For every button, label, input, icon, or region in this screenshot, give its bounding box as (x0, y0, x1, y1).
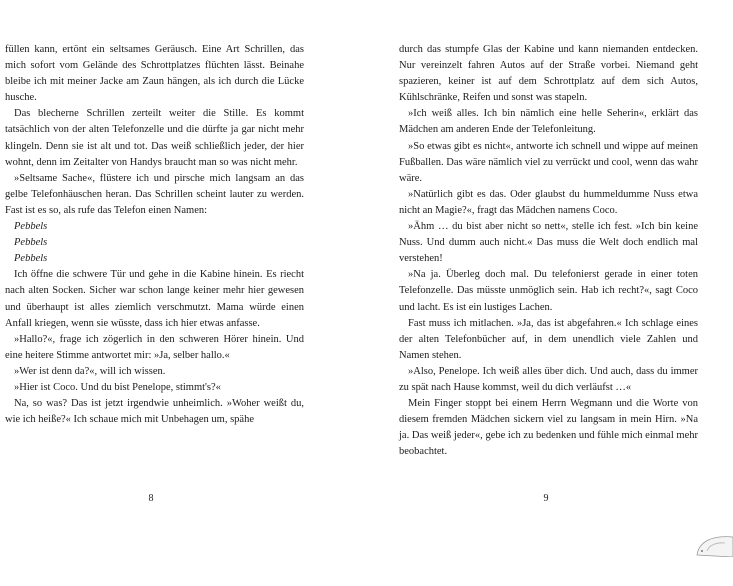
paragraph: füllen kann, ertönt ein seltsames Geräusch. Eine Art Schrillen, das mich sofort vom Gelände des Schrottplatzes flüchten lässt. Beinahe bleibe ich mit meiner Jacke am Zaun hängen, als ich durch die Lücke husche. (5, 44, 304, 104)
paragraph: »Na ja. Überleg doch mal. Du telefonierst gerade in einer toten Telefonzelle. Das müsste unmöglich sein. Hab ich recht?«, sagt Coco und lacht. Es ist ein lustiges Lachen. (399, 269, 698, 313)
paragraph: »Also, Penelope. Ich weiß alles über dich. Und auch, dass du immer zu spät nach Hause kommst, weil du dich verläufst …« (399, 365, 698, 393)
page-number-left: 8 (148, 493, 154, 504)
paragraph: »Hier ist Coco. Und du bist Penelope, stimmt's?« (14, 381, 221, 393)
verse-line: Pebbels (14, 221, 48, 233)
paragraph: Fast muss ich mitlachen. »Ja, das ist abgefahren.« Ich schlage eines der alten Telefonbücher auf, in dem unendlich viele Zahlen und Namen stehen. (399, 317, 698, 361)
page-curl-icon[interactable] (693, 527, 733, 557)
left-page (5, 42, 304, 428)
paragraph: Ich öffne die schwere Tür und gehe in die Kabine hinein. Es riecht nach alten Socken. Sicher war schon lange keiner mehr hier gewesen und überhaupt ist alles ziemlich verschmutzt. Mama würde einen Anfall kriegen, wenn sie wüsste, dass ich hier etwas anfasse. (5, 269, 304, 329)
paragraph: »Seltsame Sache«, flüstere ich und pirsche mich langsam an das gelbe Telefonhäuschen heran. Das Schrillen scheint lauter zu werden. Fast ist es so, als rufe das Telefon einen Namen: (5, 172, 304, 216)
paragraph: »Hallo?«, frage ich zögerlich in den schweren Hörer hinein. Und eine heitere Stimme antwortet mir: »Ja, selber hallo.« (5, 333, 304, 361)
right-page (399, 42, 698, 460)
paragraph: Das blecherne Schrillen zerteilt weiter die Stille. Es kommt tatsächlich von der alten Telefonzelle und die dürfte ja gar nicht mehr klingeln. Denn sie ist alt und tot. Das weiß schließlich jeder, der hier wohnt, denn im Zeitalter von Handys braucht man so was nicht mehr. (5, 108, 304, 168)
verse-line: Pebbels (14, 253, 48, 265)
paragraph: Na, so was? Das ist jetzt irgendwie unheimlich. »Woher weißt du, wie ich heiße?« Ich schaue mich mit Unbehagen um, spähe (5, 398, 304, 426)
paragraph: »Ähm … du bist aber nicht so nett«, stelle ich fest. »Ich bin keine Nuss. Und dumm auch nicht.« Das muss die Welt doch endlich mal verstehen! (399, 221, 698, 265)
paragraph: Mein Finger stoppt bei einem Herrn Wegmann und die Worte von diesem fremden Mädchen sickern viel zu langsam in mein Hirn. »Na ja. Das weiß jeder«, gebe ich zu bedenken und fühle mich einmal mehr beobachtet. (399, 398, 698, 458)
verse-line: Pebbels (14, 237, 48, 249)
paragraph: »Ich weiß alles. Ich bin nämlich eine helle Seherin«, erklärt das Mädchen am anderen Ende der Telefonleitung. (399, 108, 698, 136)
page-number-right: 9 (543, 493, 549, 504)
paragraph: durch das stumpfe Glas der Kabine und kann niemanden entdecken. Nur vereinzelt fahren Autos auf der Straße vorbei. Niemand geht spazieren, keiner ist auf dem Schrottplatz auf dem sich Autos, Kühlschränke, Reifen und sonst was stapeln. (399, 44, 698, 104)
paragraph: »Wer ist denn da?«, will ich wissen. (14, 365, 166, 377)
paragraph: »So etwas gibt es nicht«, antworte ich schnell und wippe auf meinen Fußballen. Das wäre nämlich viel zu verrückt und cool, wenn das wahr wäre. (399, 140, 698, 184)
paragraph: »Natürlich gibt es das. Oder glaubst du hummeldumme Nuss etwa nicht an Magie?«, fragt das Mädchen namens Coco. (399, 188, 698, 216)
